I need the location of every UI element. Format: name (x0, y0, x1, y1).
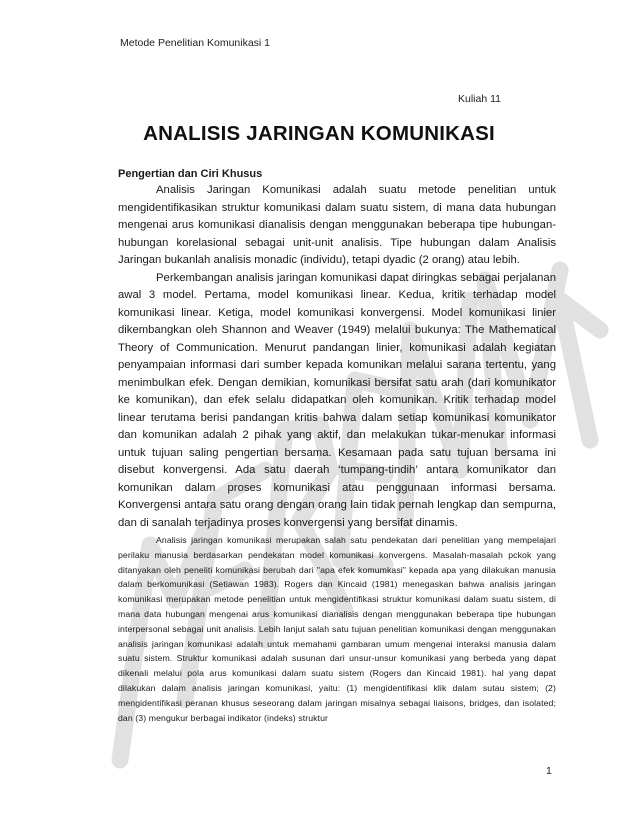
section-heading: Pengertian dan Ciri Khusus (118, 168, 263, 180)
paragraph-definition: Analisis Jaringan Komunikasi adalah suatu metode penelitian untuk mengidentifikasikan struktur komunikasi dalam suatu sistem, di mana data hubungan mengenai arus komunikasi dianalisis dengan menggunakan beberapa tipe hubungan-hubungan korelasional sebagai unit-unit analisis. Tipe hubungan dalam Analisis Jaringan bukanlah analisis monadic (individu), tetapi dyadic (2 orang) atau lebih. (118, 184, 556, 266)
paragraph-network-analysis: Analisis jaringan komunikasi merupakan salah satu pendekatan dari penelitian yang mempelajari perilaku manusia berdasarkan pendekatan model komunikasi konvergens. Masalah-masalah pckok yang ditanyakan oleh peneliti komunikasi berubah dari "apa efek komumkasi" kepada apa yang dilakukan manusia dalam berkomunikasi (Setiawan 1983). Rogers dan Kincaid (1981) menegaskan bahwa analisis jaringan komunikasi merupakan metode penelitian untuk mengidentifikasi struktur komunikasi dalam suatu sistem, di mana data hubungan mengenai arus komunikasi dianalisis dengan menggunakan beberapa tipe hubungan interpersonal sebagai unit analisis. Lebih lanjut salah satu tujuan penelitian komunikasi dengan menggunakan analisis jaringan komunikasi adalah untuk memahami gambaran umum mengenai interaksi manusia dalam suatu sistem. Struktur komunikasi adalah susunan dari unsur-unsur komunikasi yang berbeda yang dapat dikenali melalui pola arus komunikasi dalam suatu sistem (Rogers dan Kincaid 1981). hal yang dapat dilakukan dalam analisis jaringan komunikasi, yaitu: (1) mengidentifikasi klik dalam sutau sistem; (2) mengidentifikasi peranan khusus seseorang dalam jaringan misalnya sebagai liaisons, bridges, dan isolated; dan (3) mengukur berbagai indikator (indeks) struktur (118, 535, 556, 723)
running-header: Metode Penelitian Komunikasi 1 (120, 37, 271, 49)
lecture-label: Kuliah 11 (458, 93, 502, 105)
document-title: ANALISIS JARINGAN KOMUNIKASI (143, 122, 495, 145)
document-body (118, 166, 556, 725)
paragraph-development: Perkembangan analisis jaringan komunikasi dapat diringkas sebagai perjalanan awal 3 model. Pertama, model komunikasi linear. Kedua, kritik terhadap model komunikasi linear. Ketiga, model komunikasi konvergensi. Model komunikasi linier dikembangkan oleh Shannon and Weaver (1949) melalui bukunya: The Mathematical Theory of Communication. Menurut pandangan linier, komunikasi adalah kegiatan penyampaian informasi dari sumber kepada komunikan melalui sarana tertentu, yang menimbulkan efek. Dengan demikian, komunikasi bersifat satu arah (dari komunikator ke komunikan), dan efek selalu didapatkan oleh komunikan. Kritik terhadap model linear terutama berisi pandangan kritis bahwa dalam setiap komunikasi komunikator dan komunikan adalah 2 pihak yang aktif, dan melakukan tukar-menukar informasi untuk tujuan saling pengertian bersama. Kesamaan pada satu tujuan bersama ini disebut konvergensi. Ada satu daerah ‘tumpang-tindih’ antara komunikator dan komunikan dalam proses komunikasi atau penggunaan informasi bersama. Konvergensi antara satu orang dengan orang lain tidak pernah lengkap dan sempurna, dan di sanalah terjadinya proses konvergensi yang bersifat dinamis. (118, 271, 556, 529)
page-number: 1 (546, 765, 552, 777)
